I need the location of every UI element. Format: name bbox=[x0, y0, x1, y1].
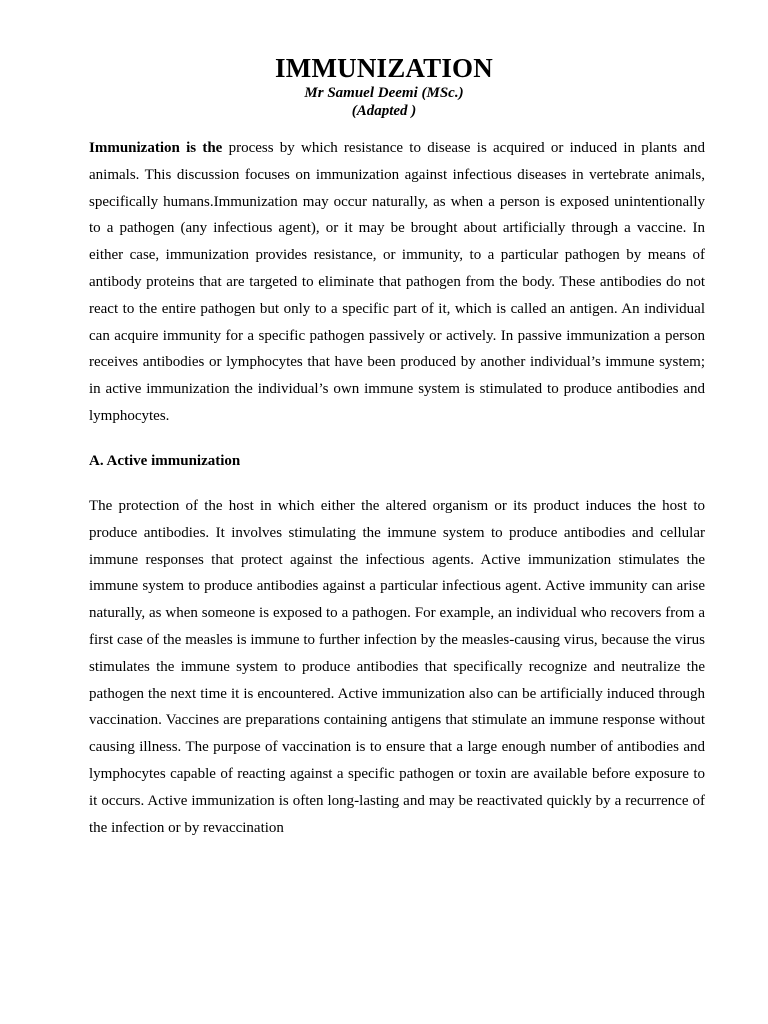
intro-lead-text: Immunization is the bbox=[89, 140, 223, 156]
section-heading-active-immunization: A. Active immunization bbox=[89, 453, 241, 469]
document-header bbox=[0, 52, 768, 120]
adapted-note: (Adapted ) bbox=[351, 103, 417, 119]
author-line: Mr Samuel Deemi (MSc.) bbox=[304, 85, 464, 101]
active-immunization-paragraph: The protection of the host in which either the altered organism or its product induces the host to produce antibodies. It involves stimulating the immune system to produce antibodies and cellular immune responses that protect against the infectious agents. Active immunization stimulates the immune system to produce antibodies against a particular infectious agent. Active immunity can arise naturally, as when someone is exposed to a pathogen. For example, an individual who recovers from a first case of the measles is immune to further infection by the measles-causing virus, because the virus stimulates the immune system to produce antibodies that specifically recognize and neutralize the pathogen the next time it is encountered. Active immunization also can be artificially induced through vaccination. Vaccines are preparations containing antigens that stimulate an immune response without causing illness. The purpose of vaccination is to ensure that a large enough number of antibodies and lymphocytes capable of reacting against a specific pathogen or toxin are available before exposure to it occurs. Active immunization is often long-lasting and may be reactivated quickly by a recurrence of the infection or by revaccination bbox=[89, 498, 705, 836]
document-title: IMMUNIZATION bbox=[275, 53, 493, 83]
intro-paragraph bbox=[89, 135, 705, 430]
intro-body-text: process by which resistance to disease is acquired or induced in plants and animals. This discussion focuses on immunization against infectious diseases in vertebrate animals, specifically humans.Immunization may occur naturally, as when a person is exposed unintentionally to a pathogen (any infectious agent), or it may be brought about artificially through a vaccine. In either case, immunization provides resistance, or immunity, to a particular pathogen by means of antibody proteins that are targeted to eliminate that pathogen from the body. These antibodies do not react to the entire pathogen but only to a specific part of it, which is called an antigen. An individual can acquire immunity for a specific pathogen passively or actively. In passive immunization a person receives antibodies or lymphocytes that have been produced by another individual’s immune system; in active immunization the individual’s own immune system is stimulated to produce antibodies and lymphocytes. bbox=[89, 140, 705, 424]
